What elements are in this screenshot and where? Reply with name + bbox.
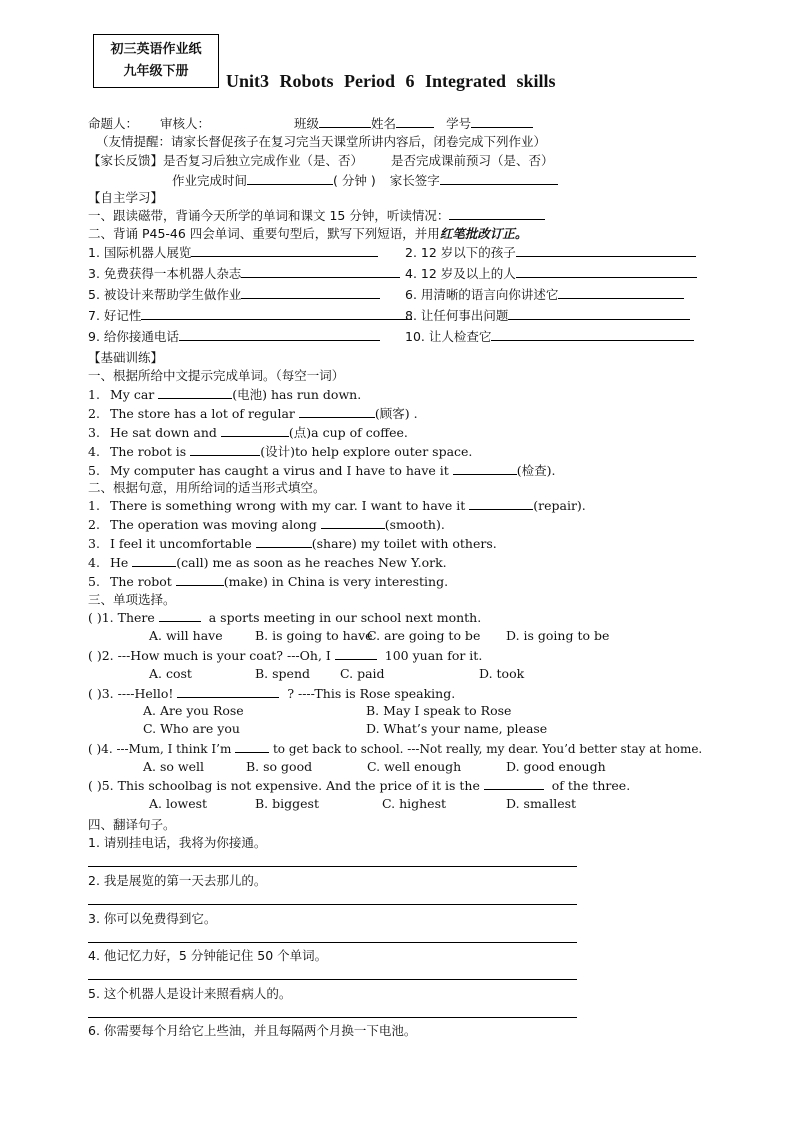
time-label: 作业完成时间 — [172, 173, 248, 188]
self-study-heading: 【自主学习】 — [88, 190, 164, 205]
phrase-left-5 — [88, 327, 380, 345]
translation-5: 5. 这个机器人是设计来照看病人的。 — [88, 986, 292, 1001]
phrase-text: 10. 让人检查它 — [405, 329, 492, 344]
item-text: The operation was moving along — [110, 517, 317, 532]
phrase-text: 9. 给你接通电话 — [88, 329, 179, 344]
feedback-line — [88, 151, 554, 169]
phrase-left-2 — [88, 264, 400, 282]
part4-title: 四、翻译句子。 — [88, 817, 176, 832]
answer-blank[interactable] — [158, 386, 232, 399]
part3-title: 三、单项选择。 — [88, 592, 176, 607]
q5-stem-b: of the three. — [551, 778, 631, 793]
feedback-b: 是否完成课前预习（是、否） — [391, 153, 554, 168]
answer-blank[interactable] — [256, 535, 312, 548]
item-number: 4. — [88, 444, 100, 459]
phrase-right-2 — [405, 264, 697, 282]
answer-line-2[interactable] — [88, 904, 577, 905]
translation-6: 6. 你需要每个月给它上些油，并且每隔两个月换一下电池。 — [88, 1023, 417, 1038]
item-hint: (电池) has run down. — [232, 387, 362, 402]
q3-opt-b[interactable]: B. May I speak to Rose — [366, 703, 512, 718]
phrase-blank[interactable] — [141, 307, 412, 320]
part1-title: 一、根据所给中文提示完成单词。（每空一词） — [88, 368, 345, 383]
q4-stem — [88, 740, 702, 756]
phrase-text: 3. 免费获得一本机器人杂志 — [88, 266, 242, 281]
item-hint: (smooth). — [384, 517, 445, 532]
answer-blank[interactable] — [299, 405, 375, 418]
translation-4: 4. 他记忆力好，5 分钟能记住 50 个单词。 — [88, 948, 328, 963]
item-number: 4. — [88, 555, 100, 570]
time-blank[interactable] — [247, 172, 333, 185]
q4-stem-b: to get back to school. ---Not really, my dear. You’d better stay at home. — [272, 742, 703, 756]
item-text: There is something wrong with my car. I want to have it — [110, 498, 466, 513]
part1-item-3 — [88, 423, 408, 441]
phrase-blank[interactable] — [179, 328, 380, 341]
item-text: He sat down and — [110, 425, 217, 440]
q3-stem — [88, 685, 455, 701]
item-number: 3. — [88, 536, 100, 551]
class-blank[interactable] — [319, 115, 371, 128]
name-blank[interactable] — [396, 115, 434, 128]
listen-blank[interactable] — [449, 207, 545, 220]
q5-opt-c[interactable]: C. highest — [382, 796, 447, 811]
answer-line-5[interactable] — [88, 1017, 577, 1018]
phrase-right-1 — [405, 243, 696, 261]
page-title: Unit3 Robots Period 6 Integrated skills — [226, 71, 556, 91]
item-text: The robot — [110, 574, 172, 589]
phrase-text: 2. 12 岁以下的孩子 — [405, 245, 516, 260]
phrase-blank[interactable] — [508, 307, 690, 320]
item-number: 5. — [88, 574, 100, 589]
q4-opt-d[interactable]: D. good enough — [506, 759, 606, 774]
item-text: My computer has caught a virus and I have to have it — [110, 463, 449, 478]
translation-2: 2. 我是展览的第一天去那儿的。 — [88, 873, 267, 888]
q5-stem-a: ( )5. This schoolbag is not expensive. And the price of it is the — [88, 778, 480, 793]
item2-emphasis: 红笔批改订正。 — [439, 226, 528, 241]
q1-opt-a[interactable]: A. will have — [149, 628, 223, 643]
phrase-blank[interactable] — [516, 244, 696, 257]
phrase-text: 7. 好记性 — [88, 308, 142, 323]
part1-item-5 — [88, 461, 556, 479]
phrase-blank[interactable] — [491, 328, 694, 341]
part2-item-5 — [88, 573, 448, 589]
info-line — [88, 114, 533, 132]
reviewer-label: 审核人： — [160, 116, 211, 131]
class-label: 班级 — [294, 116, 320, 131]
q4-opt-c[interactable]: C. well enough — [367, 759, 462, 774]
phrase-text: 5. 被设计来帮助学生做作业 — [88, 287, 242, 302]
answer-blank[interactable] — [190, 443, 260, 456]
item-number: 3. — [88, 425, 100, 440]
q4-stem-a: ( )4. ---Mum, I think I’m — [88, 742, 232, 756]
part1-item-2 — [88, 404, 418, 422]
q5-opt-b[interactable]: B. biggest — [255, 796, 319, 811]
answer-blank[interactable] — [221, 424, 289, 437]
q1-opt-c[interactable]: C. are going to be — [367, 628, 481, 643]
translation-3: 3. 你可以免费得到它。 — [88, 911, 217, 926]
item-text: The robot is — [110, 444, 187, 459]
part2-title: 二、根据句意，用所给词的适当形式填空。 — [88, 480, 326, 495]
q3-stem-a: ( )3. ----Hello! — [88, 686, 174, 701]
part1-item-4 — [88, 442, 472, 460]
part2-item-2 — [88, 516, 445, 532]
time-unit: ( 分钟 ) — [333, 173, 376, 188]
item2-text: 二、背诵 P45-46 四会单词、重要句型后，默写下列短语，并用 — [88, 226, 440, 241]
item-hint: (repair). — [533, 498, 586, 513]
phrase-blank[interactable] — [558, 286, 684, 299]
phrase-text: 6. 用清晰的语言向你讲述它 — [405, 287, 559, 302]
item-text: I feel it uncomfortable — [110, 536, 252, 551]
q3-blank[interactable] — [177, 685, 279, 698]
phrase-blank[interactable] — [241, 265, 400, 278]
self-study-item1 — [88, 206, 545, 224]
q5-opt-d[interactable]: D. smallest — [506, 796, 577, 811]
q1-stem-b: a sports meeting in our school next month. — [208, 610, 482, 625]
q5-blank[interactable] — [484, 777, 544, 790]
name-label: 姓名 — [371, 116, 397, 131]
q1-stem-a: ( )1. There — [88, 610, 155, 625]
time-line — [172, 171, 558, 189]
part2-item-1 — [88, 497, 586, 513]
q4-blank[interactable] — [235, 740, 269, 753]
item-number: 1. — [88, 498, 100, 513]
signature-blank[interactable] — [440, 172, 558, 185]
item-number: 1. — [88, 387, 100, 402]
phrase-text: 8. 让任何事出问题 — [405, 308, 509, 323]
author-label: 命题人： — [88, 116, 139, 131]
item-text: My car — [110, 387, 155, 402]
phrase-blank[interactable] — [191, 244, 378, 257]
phrase-right-5 — [405, 327, 694, 345]
q2-opt-c[interactable]: C. paid — [340, 666, 385, 681]
phrase-blank[interactable] — [516, 265, 697, 278]
answer-line-4[interactable] — [88, 979, 577, 980]
phrase-text: 1. 国际机器人展览 — [88, 245, 192, 260]
item-hint: (检查). — [516, 463, 556, 478]
q3-stem-b: ? ----This is Rose speaking. — [287, 686, 456, 701]
answer-blank[interactable] — [321, 516, 385, 529]
part1-item-1 — [88, 385, 361, 403]
phrase-left-1 — [88, 243, 378, 261]
translation-1: 1. 请别挂电话，我将为你接通。 — [88, 835, 267, 850]
item-text: The store has a lot of regular — [110, 406, 295, 421]
q2-opt-b[interactable]: B. spend — [255, 666, 310, 681]
q3-opt-d[interactable]: D. What’s your name, please — [366, 721, 548, 736]
reminder: （友情提醒：请家长督促孩子在复习完当天课堂所讲内容后，闭卷完成下列作业） — [96, 134, 547, 149]
feedback-a: 【家长反馈】是否复习后独立完成作业（是、否） — [88, 153, 364, 168]
item-hint: (点)a cup of coffee. — [288, 425, 408, 440]
q2-opt-a[interactable]: A. cost — [149, 666, 192, 681]
item-hint: (make) in China is very interesting. — [223, 574, 449, 589]
item-hint: (call) me as soon as he reaches New Y.ork. — [176, 555, 447, 570]
box-line1: 初三英语作业纸 — [110, 42, 202, 57]
item-hint: (设计)to help explore outer space. — [260, 444, 473, 459]
q4-opt-a[interactable]: A. so well — [143, 759, 204, 774]
answer-line-1[interactable] — [88, 866, 577, 867]
self-study-item2 — [88, 224, 527, 242]
number-label: 学号 — [446, 116, 472, 131]
header-box — [93, 34, 219, 88]
part2-item-3 — [88, 535, 497, 551]
item-hint: (顾客) . — [374, 406, 418, 421]
item-hint: (share) my toilet with others. — [311, 536, 497, 551]
box-line2: 九年级下册 — [123, 64, 189, 79]
answer-blank[interactable] — [469, 497, 533, 510]
basic-heading: 【基础训练】 — [88, 350, 164, 365]
phrase-blank[interactable] — [241, 286, 380, 299]
q5-opt-a[interactable]: A. lowest — [149, 796, 208, 811]
signature-label: 家长签字 — [389, 173, 440, 188]
q2-opt-d[interactable]: D. took — [479, 666, 525, 681]
q5-stem — [88, 777, 630, 793]
item-text: He — [110, 555, 129, 570]
phrase-left-3 — [88, 285, 380, 303]
answer-blank[interactable] — [453, 462, 517, 475]
q1-opt-d[interactable]: D. is going to be — [506, 628, 610, 643]
answer-blank[interactable] — [176, 573, 224, 586]
part2-item-4 — [88, 554, 447, 570]
phrase-right-3 — [405, 285, 684, 303]
q1-blank[interactable] — [159, 609, 201, 622]
q2-stem-b: 100 yuan for it. — [384, 648, 483, 663]
q2-stem — [88, 647, 482, 663]
q1-opt-b[interactable]: B. is going to have — [255, 628, 373, 643]
phrase-right-4 — [405, 306, 690, 324]
number-blank[interactable] — [471, 115, 533, 128]
phrase-text: 4. 12 岁及以上的人 — [405, 266, 516, 281]
q4-opt-b[interactable]: B. so good — [246, 759, 313, 774]
item-number: 5. — [88, 463, 100, 478]
item1-text: 一、跟读磁带，背诵今天所学的单词和课文 15 分钟，听读情况： — [88, 208, 450, 223]
q2-stem-a: ( )2. ---How much is your coat? ---Oh, I — [88, 648, 331, 663]
phrase-left-4 — [88, 306, 412, 324]
q3-opt-c[interactable]: C. Who are you — [143, 721, 240, 736]
item-number: 2. — [88, 406, 100, 421]
answer-blank[interactable] — [132, 554, 176, 567]
q1-stem — [88, 609, 481, 625]
q3-opt-a[interactable]: A. Are you Rose — [143, 703, 244, 718]
answer-line-3[interactable] — [88, 942, 577, 943]
item-number: 2. — [88, 517, 100, 532]
q2-blank[interactable] — [335, 647, 377, 660]
